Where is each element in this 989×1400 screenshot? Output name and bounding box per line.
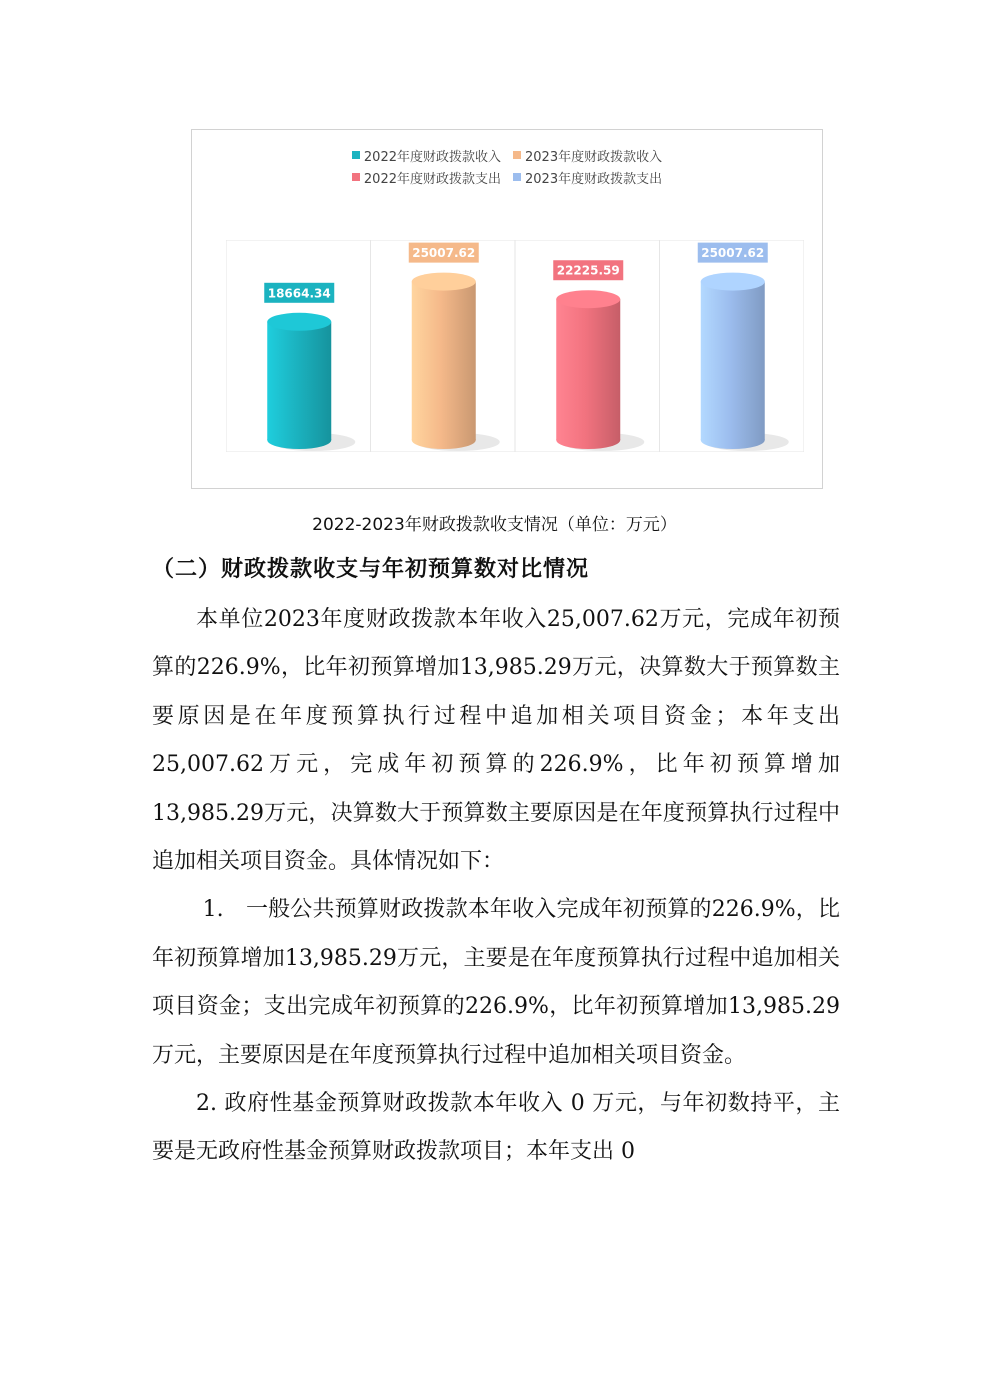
legend-label: 2023年度财政拨款支出 — [525, 171, 663, 187]
bar — [701, 282, 765, 440]
bar-base — [267, 431, 331, 449]
legend-swatch — [352, 151, 360, 159]
legend-label: 2022年度财政拨款支出 — [363, 171, 501, 187]
chart-frame — [191, 129, 823, 489]
legend-item — [352, 146, 501, 165]
chart-svg — [226, 240, 804, 452]
bar-top — [412, 273, 476, 291]
bar-base — [701, 431, 765, 449]
paragraph: 本单位2023年度财政拨款本年收入25,007.62万元，完成年初预算的226.9%，比年初预算增加13,985.29万元，决算数大于预算数主要原因是在年度预算执行过程中追加相关项目资金；本年支出25,007.62万元，完成年初预算的226.9%，比年初预算增加13,985.29万元，决算数大于预算数主要原因是在年度预算执行过程中追加相关项目资金。具体情况如下： — [152, 607, 840, 875]
bar-top — [556, 290, 620, 308]
data-label: 25007.62 — [412, 246, 476, 261]
section-heading: （二）财政拨款收支与年初预算数对比情况 — [152, 557, 590, 582]
legend-label: 2023年度财政拨款收入 — [525, 149, 663, 165]
chart-legend — [192, 144, 822, 188]
data-label: 22225.59 — [556, 263, 620, 278]
bar — [556, 299, 620, 440]
bar — [412, 282, 476, 440]
legend-item — [352, 168, 501, 187]
paragraph: 2. 政府性基金预算财政拨款本年收入 0 万元，与年初数持平，主要是无政府性基金预算财政拨款项目；本年支出 0 — [152, 1091, 840, 1165]
chart-plot-area — [226, 240, 804, 452]
bar — [267, 322, 331, 440]
bar-top — [267, 313, 331, 331]
legend-swatch — [513, 173, 521, 181]
paragraph: 1. 一般公共预算财政拨款本年收入完成年初预算的226.9%，比年初预算增加13,985.29万元，主要是在年度预算执行过程中追加相关项目资金；支出完成年初预算的226.9%，比年初预算增加13,985.29万元，主要原因是在年度预算执行过程中追加相关项目资金。 — [152, 897, 840, 1068]
data-label: 25007.62 — [701, 246, 765, 261]
bar-base — [412, 431, 476, 449]
chart-caption: 2022-2023年财政拨款收支情况（单位：万元） — [312, 515, 677, 535]
bar-base — [556, 431, 620, 449]
legend-item — [513, 146, 662, 165]
data-label: 18664.34 — [267, 286, 331, 301]
legend-label: 2022年度财政拨款收入 — [363, 149, 501, 165]
legend-item — [513, 168, 662, 187]
bar-top — [701, 273, 765, 291]
legend-swatch — [352, 173, 360, 181]
body-text — [152, 596, 840, 1177]
legend-swatch — [513, 151, 521, 159]
